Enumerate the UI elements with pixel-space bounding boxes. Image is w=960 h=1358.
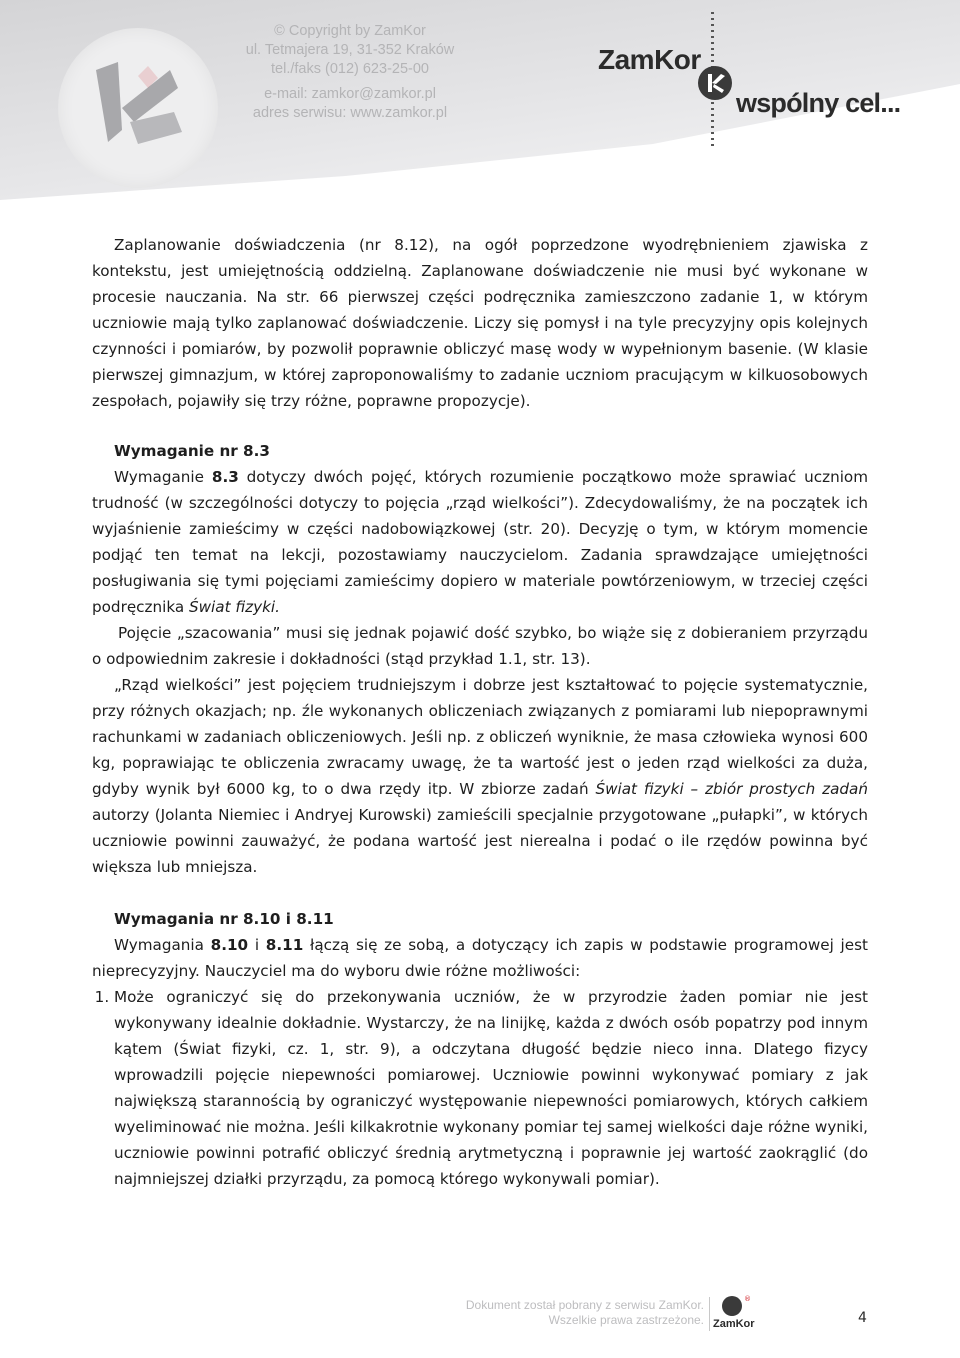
copyright-line: © Copyright by ZamKor	[274, 23, 426, 39]
email-line: e-mail: zamkor@zamkor.pl	[264, 86, 436, 102]
section-heading: Wymaganie nr 8.3	[114, 442, 270, 460]
paragraph: Pojęcie „szacowania” musi się jednak pojawić dość szybko, bo wiąże się z dobieraniem przyrządu o odpowiednim zakresie i dokładności (stąd przykład 1.1, str. 13).	[92, 624, 868, 668]
footer-line: Dokument został pobrany z serwisu ZamKor.	[465, 1298, 704, 1312]
document-body	[92, 232, 868, 1192]
address-line: ul. Tetmajera 19, 31-352 Kraków	[245, 42, 455, 58]
list-item: 1. Może ograniczyć się do przekonywania uczniów, że w przyrodzie żaden pomiar nie jest wykonywany idealnie dokładnie. Wystarczy, że na linijkę, każda z dwóch osób popatrzy pod innym kątem (Świat fizyki, cz. 1, str. 9), a odczytana długość będzie nieco inna. Dlatego fizycy wprowadzili pojęcie niepewności pomiarowej. Uczniowie powinni wykonywać pomiary z jak największą starannością by ograniczyć występowanie niepewności pomiarowych, których całkiem wyeliminować nie można. Jeśli kilkakrotnie wykonany pomiar tej samej wielkości daje różne wyniki, uczniowie powinni potrafić obliczyć średnią arytmetyczną i poprawnie jej wartość zaokrąglić (do najmniejszej działki przyrządu, za pomocą którego wykonywali pomiar).	[114, 984, 868, 1192]
phone-line: tel./faks (012) 623-25-00	[271, 61, 429, 77]
contact-block	[220, 22, 480, 123]
section-heading: Wymagania nr 8.10 i 8.11	[114, 910, 334, 928]
options-list	[92, 984, 868, 1192]
footer-line: Wszelkie prawa zastrzeżone.	[548, 1313, 704, 1327]
website-line: adres serwisu: www.zamkor.pl	[252, 105, 448, 121]
page-number: 4	[858, 1310, 867, 1326]
zamkor-k-logo-icon	[78, 48, 198, 168]
footer-notice	[430, 1298, 704, 1328]
paragraph: „Rząd wielkości” jest pojęciem trudniejszym i dobrze jest kształtować to pojęcie systematycznie, przy różnych okazjach; np. źle wykonanych obliczeniach związanych z pomiarami lub niepoprawnymi rachunkami w zadaniach obliczeniowych. Jeśli np. z obliczeń wyniknie, że masa człowieka wynosi 600 kg, poprawiając te obliczenia zwracamy uwagę, że ta wartość jest o jeden rząd wielkości za duża, gdyby wynik był 6000 kg, to o dwa rzędy itp. W zbiorze zadań Świat fizyki – zbiór prostych zadań autorzy (Jolanta Niemiec i Andryej Kurowski) zamieścili specjalnie przygotowane „pułapki”, w których uczniowie powinni zauważyć, że podana wartość jest nierealna i podać o ile rzędów powinna być większa lub mniejsza.	[92, 676, 868, 876]
brand-name: ZamKor	[598, 44, 701, 75]
paragraph: Wymaganie 8.3 dotyczy dwóch pojęć, których rozumienie początkowo może sprawiać uczniom trudność (w szczególności dotyczy to pojęcia „rząd wielkości”). Zdecydowaliśmy, że na początek ich wyjaśnienie zamieścimy w części nadobowiązkowej (str. 20). Decyzję o tym, w którym momencie podjąć ten temat na lekcji, pozostawiamy nauczycielom. Zadania sprawdzające umiejętności posługiwania się tymi pojęciami zamieścimy dopiero w materiale powtórzeniowym, w trzeciej części podręcznika Świat fizyki.	[92, 468, 868, 616]
paragraph: Zaplanowanie doświadczenia (nr 8.12), na ogół poprzedzone wyodrębnieniem zjawiska z kontekstu, jest umiejętnością oddzielną. Zaplanowane doświadczenie nie musi być wykonane w procesie nauczania. Na str. 66 pierwszej części podręcznika zamieszczono zadanie 1, w którym uczniowie mają tylko zaplanować doświadczenie. Liczy się pomysł i na tyle precyzyjny opis kolejnych czynności i pomiarów, by pozwolił poprawnie obliczyć masę wody w wypełnionym basenie. (W klasie pierwszej gimnazjum, w której zaproponowaliśmy to zadanie uczniom pracującym w kilkuosobowych zespołach, pojawiły się trzy różne, poprawne propozycje).	[92, 236, 868, 410]
registered-mark: ®	[744, 1295, 751, 1303]
brand-slogan: wspólny cel...	[736, 88, 901, 118]
footer-divider	[709, 1297, 710, 1331]
paragraph: Wymagania 8.10 i 8.11 łączą się ze sobą, a dotyczący ich zapis w podstawie programowej jest nieprecyzyjny. Nauczyciel ma do wyboru dwie różne możliwości:	[92, 936, 868, 980]
brand-k-icon	[698, 66, 732, 100]
footer-logo-icon	[722, 1296, 742, 1316]
footer-logo-name: ZamKor	[713, 1318, 755, 1330]
